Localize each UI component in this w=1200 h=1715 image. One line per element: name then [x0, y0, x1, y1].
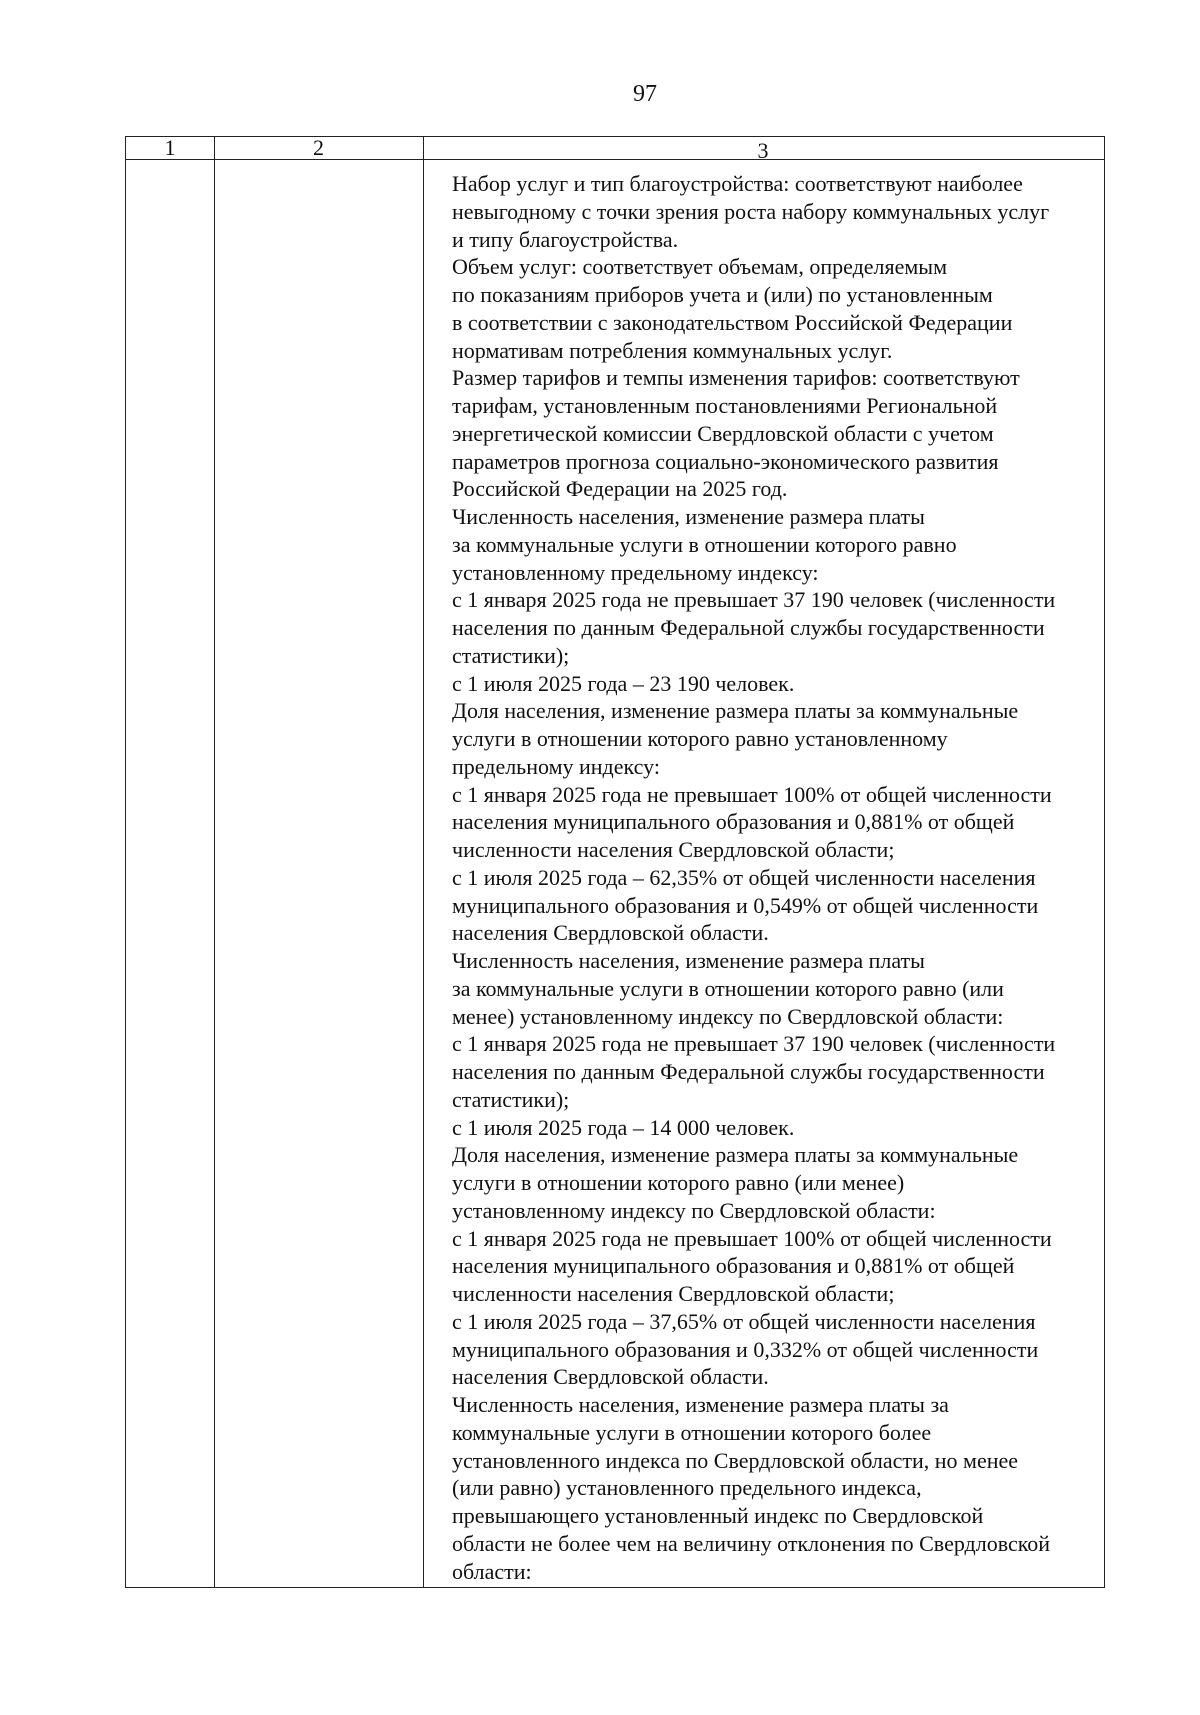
text-line: с 1 июля 2025 года – 23 190 человек. — [452, 670, 795, 696]
text-line: и типу благоустройства. — [452, 226, 679, 252]
text-line: области: — [452, 1558, 532, 1584]
text-line: с 1 января 2025 года не превышает 100% от общей численности — [452, 1225, 1052, 1251]
text-line: за коммунальные услуги в отношении которого равно (или — [452, 975, 1004, 1001]
text-line: населения по данным Федеральной службы государственности — [452, 1059, 1045, 1084]
text-line: установленного индекса по Свердловской области, но менее — [452, 1447, 1019, 1473]
text-line: нормативам потребления коммунальных услуг. — [452, 337, 893, 363]
text-line: невыгодному с точки зрения роста набору коммунальных услуг — [452, 198, 1050, 224]
text-line: Размер тарифов и темпы изменения тарифов: соответствуют — [452, 365, 1020, 391]
text-line: с 1 января 2025 года не превышает 100% от общей численности — [452, 781, 1052, 807]
text-line: статистики); — [452, 1086, 570, 1112]
text-line: с 1 января 2025 года не превышает 37 190 человек (численности — [452, 587, 1056, 613]
text-line: Российской Федерации на 2025 год. — [452, 476, 788, 502]
text-line: за коммунальные услуги в отношении которого равно — [452, 531, 957, 557]
text-line: параметров прогноза социально-экономического развития — [452, 448, 999, 474]
column-3-content — [452, 170, 1102, 1585]
text-line: с 1 июля 2025 года – 62,35% от общей численности населения — [452, 864, 1036, 890]
column-divider-2 — [423, 137, 424, 1587]
column-header-3: 3 — [757, 138, 769, 163]
text-line: населения по данным Федеральной службы государственности — [452, 615, 1045, 640]
text-line: муниципального образования и 0,549% от общей численности — [452, 892, 1039, 918]
text-line: установленному индексу по Свердловской области: — [452, 1197, 936, 1223]
text-line: услуги в отношении которого равно (или менее) — [452, 1170, 905, 1195]
text-line: менее) установленному индексу по Свердловской области: — [452, 1003, 1004, 1029]
text-line: численности населения Свердловской области; — [452, 837, 895, 862]
column-divider-1 — [214, 137, 215, 1587]
text-line: населения Свердловской области. — [452, 920, 769, 946]
text-line: Объем услуг: соответствует объемам, определяемым — [452, 254, 948, 280]
text-line: Численность населения, изменение размера платы — [452, 504, 925, 529]
data-table — [125, 136, 1105, 1588]
text-line: Доля населения, изменение размера платы за коммунальные — [452, 698, 1019, 724]
text-line: превышающего установленный индекс по Свердловской — [452, 1503, 984, 1528]
text-line: энергетической комиссии Свердловской области с учетом — [452, 420, 994, 446]
text-line: предельному индексу: — [452, 753, 660, 779]
text-line: населения муниципального образования и 0,881% от общей — [452, 1253, 1015, 1279]
page-number: 97 — [633, 81, 657, 107]
text-line: коммунальные услуги в отношении которого более — [452, 1419, 932, 1445]
text-line: статистики); — [452, 642, 570, 668]
text-line: в соответствии с законодательством Российской Федерации — [452, 309, 1013, 335]
text-line: населения Свердловской области. — [452, 1364, 769, 1390]
text-line: с 1 июля 2025 года – 14 000 человек. — [452, 1114, 795, 1140]
text-line: Численность населения, изменение размера платы — [452, 948, 925, 973]
text-line: тарифам, установленным постановлениями Региональной — [452, 393, 998, 418]
column-header-1: 1 — [164, 135, 176, 160]
text-line: по показаниям приборов учета и (или) по установленным — [452, 282, 993, 307]
text-line: Доля населения, изменение размера платы за коммунальные — [452, 1142, 1019, 1168]
text-line: Набор услуг и тип благоустройства: соответствуют наиболее — [452, 171, 1023, 196]
text-line: с 1 января 2025 года не превышает 37 190 человек (численности — [452, 1031, 1056, 1057]
text-line: (или равно) установленного предельного индекса, — [452, 1475, 922, 1501]
text-line: населения муниципального образования и 0,881% от общей — [452, 809, 1015, 835]
text-line: с 1 июля 2025 года – 37,65% от общей численности населения — [452, 1308, 1036, 1334]
column-header-2: 2 — [313, 135, 324, 160]
text-line: муниципального образования и 0,332% от общей численности — [452, 1336, 1039, 1362]
text-line: установленному предельному индексу: — [452, 559, 819, 585]
text-line: Численность населения, изменение размера платы за — [452, 1392, 949, 1417]
text-line: услуги в отношении которого равно установленному — [452, 726, 948, 751]
text-line: области не более чем на величину отклонения по Свердловской — [452, 1530, 1051, 1556]
text-line: численности населения Свердловской области; — [452, 1281, 895, 1306]
